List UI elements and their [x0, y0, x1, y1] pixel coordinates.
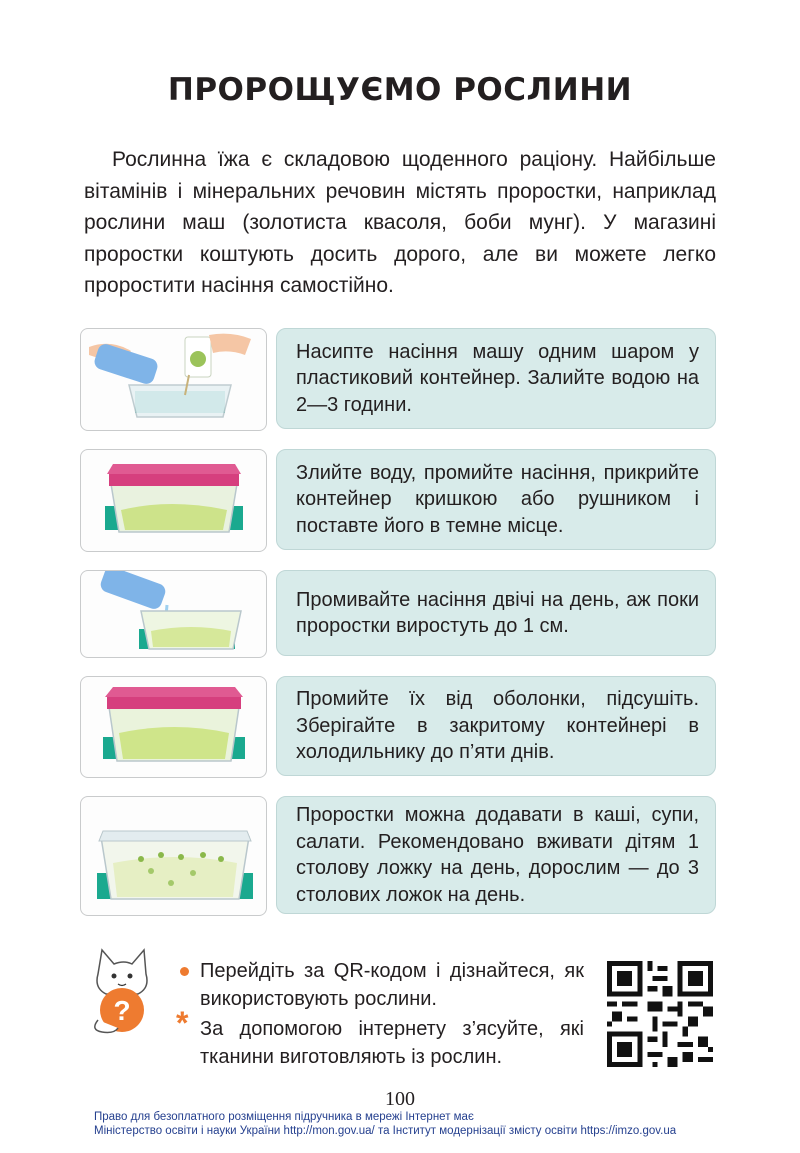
- dot-bullet-icon: [180, 967, 189, 976]
- step-3-image: [80, 570, 267, 658]
- footer-line-2: Міністерство освіти і науки України http://mon.gov.ua/ та Інститут модернізації змісту освіти https://imzo.gov.ua: [94, 1124, 677, 1137]
- step-4-instruction: [276, 676, 716, 776]
- asterisk-icon: *: [176, 1005, 189, 1041]
- svg-text:?: ?: [113, 995, 131, 1026]
- step-5-instruction: [276, 796, 716, 914]
- covered-container-icon: [81, 450, 266, 551]
- step-4-text: Промийте їх від оболонки, підсушіть. Зберігайте в закритому контейнері в холодильнику до п’яти днів.: [296, 688, 699, 764]
- qr-code-icon[interactable]: [607, 961, 713, 1067]
- rinsing-seeds-icon: [81, 571, 266, 657]
- intro-text: Рослинна їжа є складовою щоденного раціону. Найбільше вітамінів і мінеральних речовин містять проростки, наприклад рослини маш (золотиста квасоля, боби мунг). У магазині проростки коштують досить дорого, але ви можете легко проростити насіння самостійно.: [84, 148, 716, 297]
- step-2-text: Злийте воду, промийте насіння, прикрийте контейнер кришкою або рушником і поставте його в темне місце.: [296, 461, 699, 537]
- container-with-lid-icon: [81, 677, 266, 777]
- task-1-text: Перейдіть за QR-кодом і дізнайтеся, як використовують рослини.: [200, 960, 584, 1010]
- footer-line-1: Право для безоплатного розміщення підручника в мережі Інтернет має: [94, 1111, 474, 1123]
- step-3-instruction: [276, 570, 716, 656]
- step-1-image: [80, 328, 267, 431]
- page-title: ПРОРОЩУЄМО РОСЛИНИ: [167, 72, 633, 108]
- sprouts-container-icon: [81, 797, 266, 915]
- task-2-text: За допомогою інтернету з’ясуйте, які тканини виготовляють із рослин.: [200, 1018, 584, 1068]
- footer-copyright: [94, 1111, 676, 1138]
- step-2-image: [80, 449, 267, 552]
- step-4-image: [80, 676, 267, 778]
- intro-paragraph: [84, 144, 716, 302]
- pouring-seeds-into-container-icon: [81, 329, 266, 430]
- page-number: 100: [385, 1088, 415, 1110]
- step-1-text: Насипте насіння машу одним шаром у пластиковий контейнер. Залийте водою на 2—3 години.: [296, 340, 699, 416]
- step-1-instruction: [276, 328, 716, 429]
- step-5-image: [80, 796, 267, 916]
- step-5-text: Проростки можна додавати в каші, супи, салати. Рекомендовано вживати дітям 1 столову ложку на день, дорослим — до 3 столових ложок на день.: [296, 804, 699, 906]
- step-2-instruction: [276, 449, 716, 550]
- step-3-text: Промивайте насіння двічі на день, аж поки проростки виростуть до 1 см.: [296, 588, 699, 637]
- cat-question-mascot-icon: [84, 944, 160, 1034]
